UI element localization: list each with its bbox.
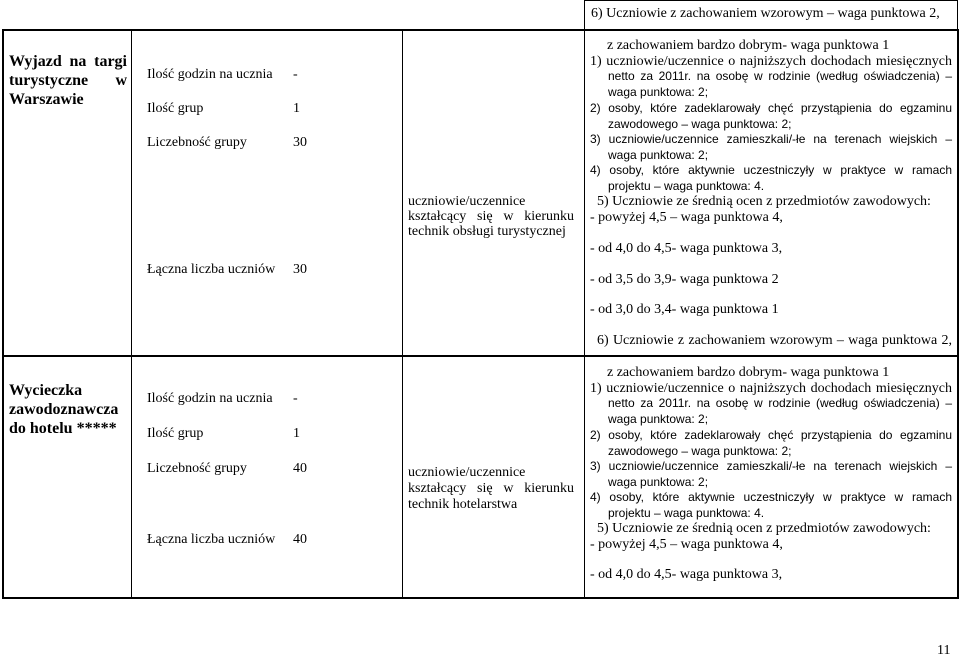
row-1-criteria-line: 1) uczniowie/uczennice o najniższych dochodach miesięcznych [590, 54, 952, 69]
row-1-criteria-line: 2) osoby, które zadeklarowały chęć przystąpienia do egzaminu [590, 101, 952, 115]
row-2-target-line-1: uczniowie/uczennice [408, 465, 526, 480]
row-1-group-size-value: 30 [293, 135, 307, 150]
row-1-criteria-line: 3) uczniowie/uczennice zamieszkali/-łe na terenach wiejskich – [590, 132, 952, 146]
row-1-groups-label: Ilość grup [147, 101, 204, 116]
row-1-target-line-1: uczniowie/uczennice [408, 194, 526, 209]
row-1-criteria-line: - od 3,0 do 3,4- waga punktowa 1 [590, 302, 779, 317]
row-1-criteria-line: - powyżej 4,5 – waga punktowa 4, [590, 210, 783, 225]
row-2-criteria-line: zawodowego – waga punktowa: 2; [608, 444, 792, 458]
row-2-hours-label: Ilość godzin na ucznia [147, 391, 273, 406]
row-1-total-label: Łączna liczba uczniów [147, 262, 276, 277]
row-2-criteria-line: waga punktowa: 2; [608, 412, 709, 426]
row-2-criteria-line: 5) Uczniowie ze średnią ocen z przedmiotów zawodowych: [597, 521, 931, 536]
row-1-hours-value: - [293, 67, 298, 82]
row-2-target-line-2: kształcący się w kierunku [408, 481, 574, 496]
page-number: 11 [937, 643, 951, 658]
row-2-groups-label: Ilość grup [147, 426, 204, 441]
row-1-criteria-line: projektu – waga punktowa: 4. [608, 179, 765, 193]
row-2-criteria-line: z zachowaniem bardzo dobrym- waga punktowa 1 [607, 365, 890, 380]
row-2-group-size-label: Liczebność grupy [147, 461, 247, 476]
row-2-criteria-line: 3) uczniowie/uczennice zamieszkali/-łe na terenach wiejskich – [590, 459, 952, 473]
row-2-total-label: Łączna liczba uczniów [147, 532, 276, 547]
row-1-title-line-2: turystyczne w [9, 72, 127, 89]
row-2-criteria-line: - powyżej 4,5 – waga punktowa 4, [590, 537, 783, 552]
row-2-title-line-2: zawodoznawcza [9, 401, 119, 418]
row-2-hours-value: - [293, 391, 298, 406]
row-1-groups-value: 1 [293, 101, 300, 116]
top-criteria-line: 6) Uczniowie z zachowaniem wzorowym – waga punktowa 2, [591, 6, 940, 21]
row-1-title-line-3: Warszawie [9, 91, 84, 108]
row-2-title-line-3: do hotelu ***** [9, 420, 117, 437]
row-1-hours-label: Ilość godzin na ucznia [147, 67, 273, 82]
row-2-criteria-line: projektu – waga punktowa: 4. [608, 506, 765, 520]
row-2-title-line-1: Wycieczka [9, 382, 83, 399]
row-1-target-line-2: kształcący się w kierunku [408, 209, 574, 224]
row-2-criteria-line: - od 4,0 do 4,5- waga punktowa 3, [590, 567, 783, 582]
row-2-group-size-value: 40 [293, 461, 307, 476]
row-1-criteria-line: netto za 2011r. na osobę w rodzinie (według oświadczenia) – [608, 69, 952, 83]
row-1-criteria-line: 6) Uczniowie z zachowaniem wzorowym – waga punktowa 2, [597, 333, 952, 348]
row-2-total-value: 40 [293, 532, 307, 547]
row-2-criteria-line: 4) osoby, które aktywnie uczestniczyły w praktyce w ramach [590, 490, 952, 504]
row-1-total-value: 30 [293, 262, 307, 277]
row-2-criteria-line: netto za 2011r. na osobę w rodzinie (według oświadczenia) – [608, 396, 952, 410]
row-1-criteria-line: waga punktowa: 2; [608, 148, 709, 162]
row-1-title-line-1: Wyjazd na targi [9, 53, 127, 70]
row-1-criteria-line: waga punktowa: 2; [608, 85, 709, 99]
row-1-group-size-label: Liczebność grupy [147, 135, 247, 150]
row-2-criteria-line: waga punktowa: 2; [608, 475, 709, 489]
row-1-criteria-line: 4) osoby, które aktywnie uczestniczyły w praktyce w ramach [590, 163, 952, 177]
row-1-criteria-line: - od 4,0 do 4,5- waga punktowa 3, [590, 241, 783, 256]
row-1-criteria-line: - od 3,5 do 3,9- waga punktowa 2 [590, 272, 779, 287]
row-1-target-line-3: technik obsługi turystycznej [408, 224, 566, 239]
row-2-groups-value: 1 [293, 426, 300, 441]
row-2-criteria-line: 2) osoby, które zadeklarowały chęć przystąpienia do egzaminu [590, 428, 952, 442]
row-1-criteria-line: z zachowaniem bardzo dobrym- waga punktowa 1 [607, 38, 890, 53]
row-1-criteria-line: zawodowego – waga punktowa: 2; [608, 117, 792, 131]
row-2-criteria-line: 1) uczniowie/uczennice o najniższych dochodach miesięcznych [590, 381, 952, 396]
row-2-target-line-3: technik hotelarstwa [408, 497, 518, 512]
row-1-criteria-line: 5) Uczniowie ze średnią ocen z przedmiotów zawodowych: [597, 194, 931, 209]
